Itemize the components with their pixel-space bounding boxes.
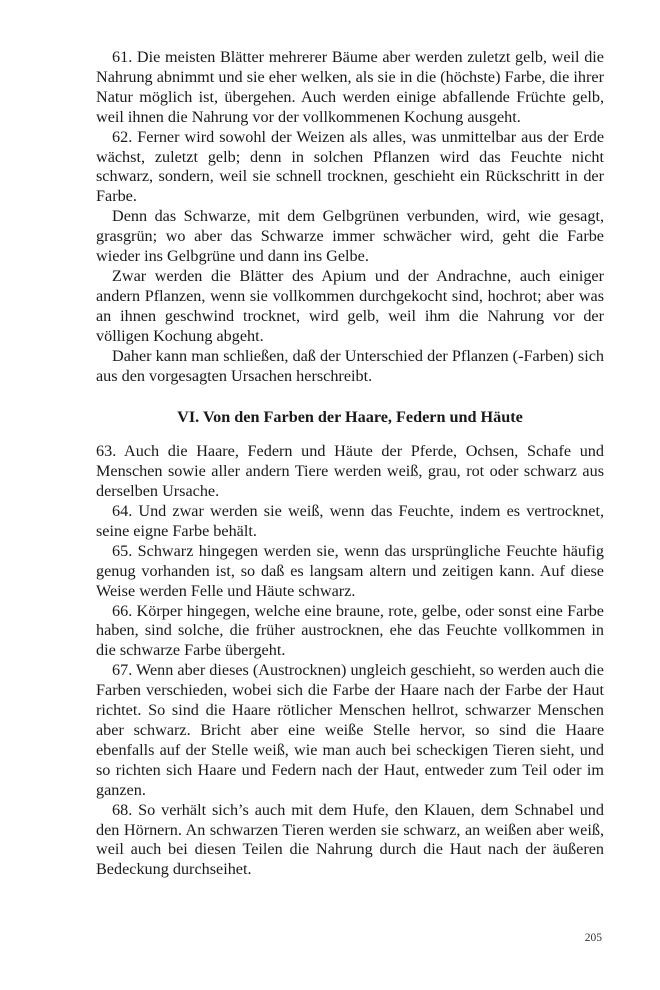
paragraph-conclusion: Daher kann man schließen, daß der Unterschied der Pflanzen (-Farben) sich aus den vorgesagten Ursachen herschreibt.: [96, 346, 604, 385]
paragraph-66: 66. Körper hingegen, welche eine braune, rote, gelbe, oder sonst eine Farbe haben, sind solche, die früher austrocknen, ehe das Feuchte vollkommen in die schwarze Farbe übergeht.: [96, 601, 604, 660]
section-heading: VI. Von den Farben der Haare, Federn und Häute: [177, 408, 523, 427]
paragraph-62: 62. Ferner wird sowohl der Weizen als alles, was unmittelbar aus der Erde wächst, zuletzt gelb; denn in solchen Pflanzen wird das Feuchte nicht schwarz, sondern, weil sie schnell trocknen, geschieht ein Rückschritt in der Farbe.: [96, 127, 604, 206]
paragraph-68: 68. So verhält sich’s auch mit dem Hufe, den Klauen, dem Schnabel und den Hörnern. An schwarzen Tieren werden sie schwarz, an weißen aber weiß, weil auch bei diesen Teilen die Nahrung durch die Haut nach der äußeren Bedeckung durchseihet.: [96, 800, 604, 879]
paragraph-64: 64. Und zwar werden sie weiß, wenn das Feuchte, indem es vertrocknet, seine eigne Farbe behält.: [96, 502, 604, 540]
page-number: 205: [584, 932, 602, 944]
paragraph-62-continued: Denn das Schwarze, mit dem Gelbgrünen verbunden, wird, wie gesagt, grasgrün; wo aber das Schwarze immer schwächer wird, geht die Farbe wieder ins Gelbgrüne und dann ins Gelbe.: [96, 207, 604, 266]
paragraph-apium: Zwar werden die Blätter des Apium und der Andrachne, auch einiger andern Pflanzen, wenn sie vollkommen durchgekocht sind, hochrot; aber was an ihnen geschwind trocknet, wird gelb, weil ihm die Nahrung vor der völligen Kochung abgeht.: [96, 266, 604, 345]
paragraph-67: 67. Wenn aber dieses (Austrocknen) ungleich geschieht, so werden auch die Farben verschieden, wobei sich die Farbe der Haare nach der Farbe der Haut richtet. So sind die Haare rötlicher Menschen hellrot, schwarzer Menschen aber schwarz. Bricht aber eine weiße Stelle hervor, so sind die Haare ebenfalls auf der Stelle weiß, wie man auch bei scheckigen Tieren sieht, und so richten sich Haare und Federn nach der Haut, entweder zum Teil oder im ganzen.: [96, 661, 604, 799]
paragraph-65: 65. Schwarz hingegen werden sie, wenn das ursprüngliche Feuchte häufig genug vorhanden ist, so daß es langsam altern und zeitigen kann. Auf diese Weise werden Felle und Häute schwarz.: [96, 541, 604, 600]
paragraph-61: 61. Die meisten Blätter mehrerer Bäume aber werden zuletzt gelb, weil die Nahrung abnimmt und sie eher welken, als sie in die (höchste) Farbe, die ihrer Natur möglich ist, übergehen. Auch werden einige abfallende Früchte gelb, weil ihnen die Nahrung vor der vollkommenen Kochung ausgeht.: [96, 48, 604, 126]
paragraph-63: 63. Auch die Haare, Federn und Häute der Pferde, Ochsen, Schafe und Menschen sowie aller andern Tiere werden weiß, grau, rot oder schwarz aus derselben Ursache.: [96, 442, 604, 501]
page-body: [96, 48, 604, 880]
